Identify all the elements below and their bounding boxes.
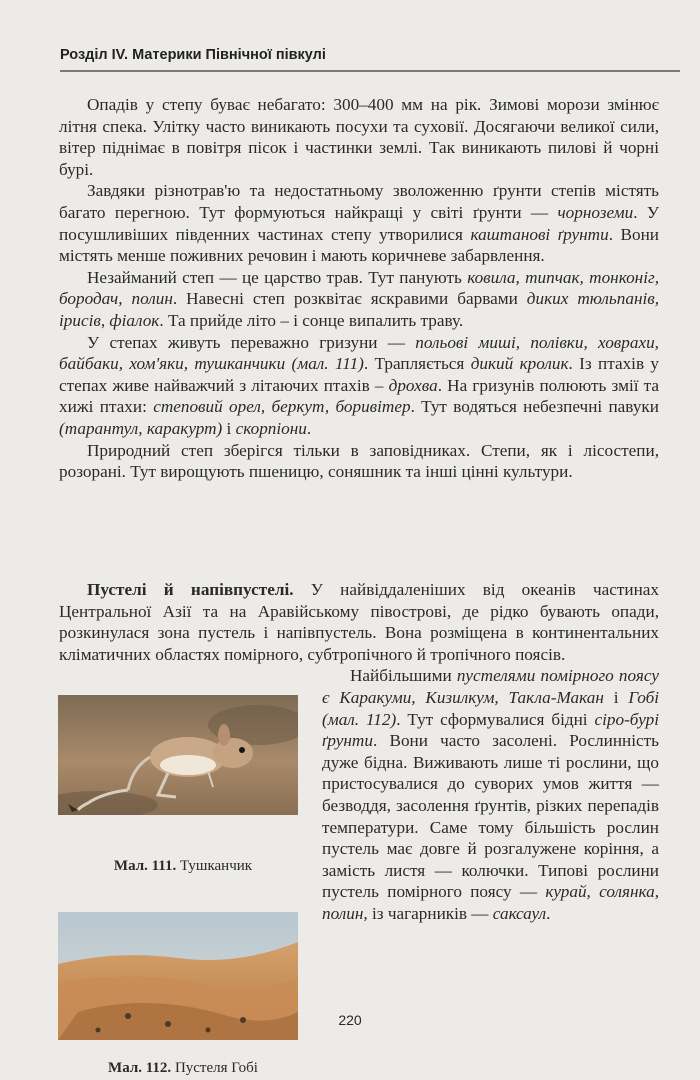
jerboa-photo (58, 695, 298, 815)
figure-112-caption: Мал. 112. Пустеля Гобі (108, 1059, 258, 1076)
desert-text (59, 579, 659, 1080)
header-rule (60, 70, 680, 72)
paragraph-reserves: Природний степ зберігся тільки в заповідниках. Степи, як і лісостепи, розорані. Тут вирощують пшеницю, соняшник та інші цінні культури. (59, 440, 659, 482)
paragraph-grasses: Незайманий степ — це царство трав. Тут панують ковила, типчак, тонконіг, бородач, полин. Навесні степ розквітає яскравими барвами диких тюльпанів, ірисів, фіалок. Та прийде літо – і сонце випалить траву. (59, 267, 659, 330)
page-number: 220 (338, 1012, 362, 1028)
paragraph-deserts-intro: Пустелі й напівпустелі. У найвіддаленіших від океанів частинах Центральної Азії та на Аравійському півострові, де рідко бувають опади, розкинулася зона пустель і напівпустель. Вона розміщена в континентальних кліматичних областях помірного, субтропічного й тропічного поясів. (59, 580, 660, 664)
paragraph-soils: Завдяки різнотрав'ю та недостатньому зволоженню ґрунти степів містять багато перегною. Тут формуються найкращі у світі ґрунти — чорноземи. У посушливіших південних частинах степу утворилися каштанові ґрунти. Вони містять менше поживних речовин і мають коричневе забарвлення. (59, 181, 660, 266)
steppe-text (59, 94, 659, 483)
figure-111-caption: Мал. 111. Тушканчик (113, 858, 253, 875)
desert-heading: Пустелі й напівпустелі. (87, 580, 294, 599)
paragraph-precipitation: Опадів у степу буває небагато: 300–400 мм на рік. Зимові морози змінює літня спека. Улітку часто виникають посухи та суховії. Досягаючи великої сили, вітер піднімає в повітря пісок і частинки землі. Так виникають пилові й чорні бурі. (59, 95, 659, 179)
section-header: Розділ IV. Материки Північної півкулі (60, 47, 326, 63)
paragraph-animals: У степах живуть переважно гризуни — польові миші, полівки, ховрахи, байбаки, хом'яки, тушканчики (мал. 111). Трапляється дикий кролик. Із птахів у степах живе найважчий з літаючих птахів – дрохва. На гризунів полюють змії та хижі птахи: степовий орел, беркут, боривітер. Тут водяться небезпечні павуки (тарантул, каракурт) і скорпіони. (59, 332, 660, 438)
paragraph-deserts-main: Найбільшими пустелями помірного поясу є Каракуми, Кизилкум, Такла-Макан і Гобі (мал. 112). Тут сформувалися бідні сіро-бурі ґрунти. Вони часто засолені. Рослинність дуже бідна. Виживають лише ті рослини, що пристосувалися до суворих умов життя — безводдя, засолення ґрунтів, різких перепадів температури. Саме тому більшість рослин пустель має довге й розгалужене коріння, а замість листя — колючки. Типові рослини пустель помірного поясу — курай, солянка, полин, із чагарників — саксаул. (322, 666, 659, 923)
